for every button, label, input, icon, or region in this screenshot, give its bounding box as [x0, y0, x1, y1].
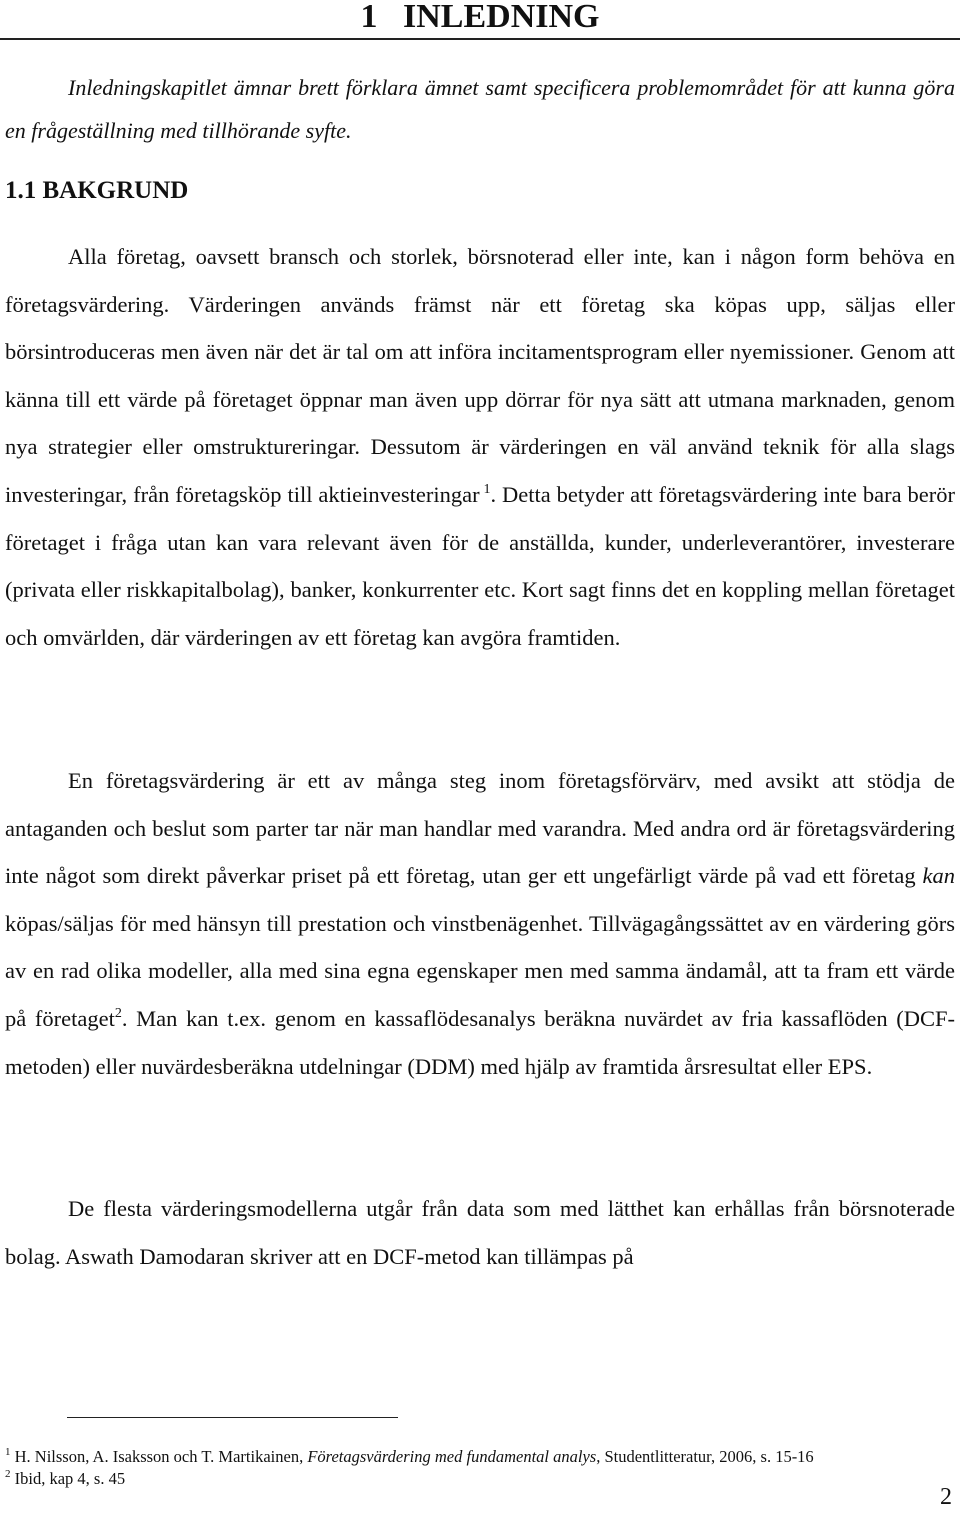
footnote-text: H. Nilsson, A. Isaksson och T. Martikainen,: [10, 1447, 308, 1466]
paragraph-text: köpas/säljas för med hänsyn till prestation och vinstbenägenhet. Tillvägagångssättet av en värdering görs av en rad olika modeller, alla med sina egna egenskaper men med samma ändamål, att ta fram ett värde på företaget: [5, 910, 955, 1031]
chapter-title: [0, 0, 960, 38]
footnote-ref-2[interactable]: 2: [114, 1005, 122, 1021]
paragraph-background-2: [5, 757, 955, 1090]
footnote-number: 1: [5, 1446, 11, 1458]
chapter-name: INLEDNING: [403, 0, 600, 35]
page-number: 2: [940, 1484, 952, 1510]
emphasis-text: kan: [922, 863, 955, 889]
footnote-text: Ibid, kap 4, s. 45: [10, 1469, 126, 1488]
footnote-1: [5, 1446, 955, 1468]
chapter-intro: Inledningskapitlet ämnar brett förklara ämnet samt specificera problemområdet för att kunna göra en frågeställning med tillhörande syfte.: [5, 75, 955, 143]
footnote-text: , Studentlitteratur, 2006, s. 15-16: [596, 1447, 814, 1466]
footnote-ref-1[interactable]: 1: [483, 481, 491, 497]
footnote-2: [5, 1468, 955, 1490]
footnote-number: 2: [5, 1468, 11, 1480]
paragraph-text: . Detta betyder att företagsvärdering inte bara berör företaget i fråga utan kan vara relevant även för de anställda, kunder, underleverantörer, investerare (privata eller riskkapitalbolag), banker, konkurrenter etc. Kort sagt finns det en koppling mellan företaget och omvärlden, där värderingen av ett företag kan avgöra framtiden.: [5, 481, 955, 650]
chapter-number: 1: [360, 0, 378, 35]
paragraph-text: . Man kan t.ex. genom en kassaflödesanalys beräkna nuvärdet av fria kassaflöden (DCF-metoden) eller nuvärdesberäkna utdelningar (DDM) med hjälp av framtida årsresultat eller EPS.: [5, 1005, 955, 1079]
footnote-separator: [67, 1417, 398, 1418]
footnote-book-title: Företagsvärdering med fundamental analys: [307, 1447, 597, 1466]
paragraph-background-3: De flesta värderingsmodellerna utgår från data som med lätthet kan erhållas från börsnoterade bolag. Aswath Damodaran skriver att en DCF-metod kan tillämpas på: [5, 1196, 955, 1269]
paragraph-text: En företagsvärdering är ett av många steg inom företagsförvärv, med avsikt att stödja de antaganden och beslut som parter tar när man handlar med varandra. Med andra ord är företagsvärdering inte något som direkt påverkar priset på ett företag, utan ger ett ungefärligt värde på vad ett företag: [5, 768, 955, 889]
paragraph-text: Alla företag, oavsett bransch och storlek, börsnoterad eller inte, kan i någon form behöva en företagsvärdering. Värderingen används främst när ett företag ska köpas upp, säljas eller börsintroduceras men även när det är tal om att införa incitamentsprogram eller nyemissioner. Genom att känna till ett värde på företaget öppnar man även upp dörrar för nya sätt att utmana marknaden, genom nya strategier eller omstruktureringar. Dessutom är värderingen en väl använd teknik för alla slags investeringar, från företagsköp till aktieinvesteringar: [5, 244, 955, 507]
chapter-title-rule: [0, 38, 960, 40]
section-heading: 1.1 BAKGRUND: [5, 177, 189, 204]
paragraph-background-1: [5, 233, 955, 661]
